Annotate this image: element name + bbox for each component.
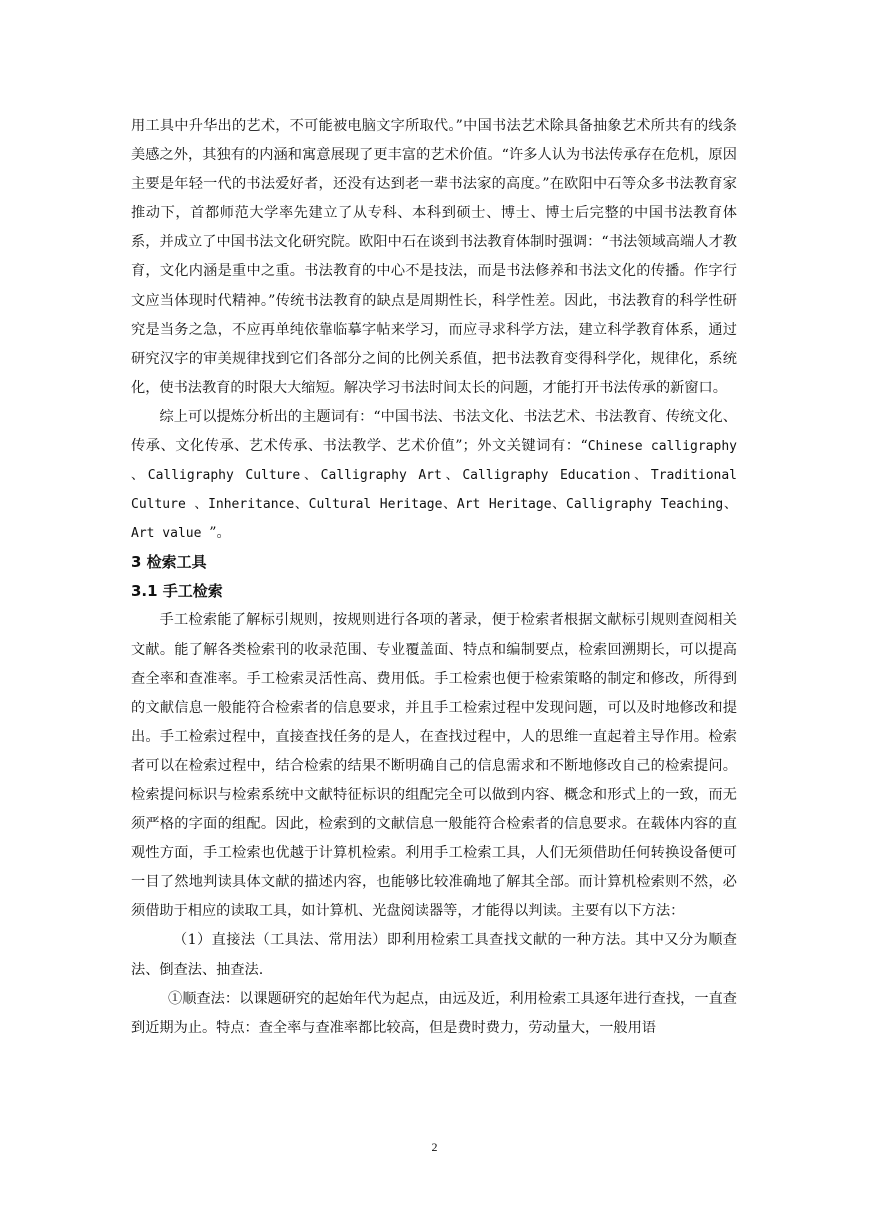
section-heading-3: 3 检索工具 (131, 553, 207, 572)
keywords-chinese-text: 综上可以提炼分析出的主题词有：“中国书法、书法文化、书法艺术、书法教育、传统文化、传承、文化传承、艺术传承、书法教学、艺术价值”；外文关键词有：“ (131, 408, 737, 455)
section-heading-3-1: 3.1 手工检索 (131, 582, 223, 601)
keywords-english-text: Chinese calligraphy 、Calligraphy Culture、Calligraphy Art、Calligraphy Education、Traditional Culture 、Inheritance、Cultural Heritage、Art Heritage、Calligraphy Teaching、Art value (131, 439, 737, 542)
manual-search-paragraph: 手工检索能了解标引规则，按规则进行各项的著录，便于检索者根据文献标引规则查阅相关文献。能了解各类检索刊的收录范围、专业覆盖面、特点和编制要点，检索回溯期长，可以提高查全率和查准率。手工检索灵活性高、费用低。手工检索也便于检索策略的制定和修改，所得到的文献信息一般能符合检索者的信息要求，并且手工检索过程中发现问题，可以及时地修改和提出。手工检索过程中，直接查找任务的是人，在查找过程中，人的思维一直起着主导作用。检索者可以在检索过程中，结合检索的结果不断明确自己的信息需求和不断地修改自己的检索提问。检索提问标识与检索系统中文献特征标识的组配完全可以做到内容、概念和形式上的一致，而无须严格的字面的组配。因此，检索到的文献信息一般能符合检索者的信息要求。在载体内容的直观性方面，手工检索也优越于计算机检索。利用手工检索工具，人们无须借助任何转换设备便可一目了然地判读具体文献的描述内容，也能够比较准确地了解其全部。而计算机检索则不然，必须借助于相应的读取工具，如计算机、光盘阅读器等，才能得以判读。主要有以下方法： (131, 612, 737, 920)
direct-method-paragraph: （1）直接法（工具法、常用法）即利用检索工具查找文献的一种方法。其中又分为顺查法、倒查法、抽查法. (131, 932, 737, 978)
body-paragraph-continued: 用工具中升华出的艺术，不可能被电脑文字所取代。”中国书法艺术除具备抽象艺术所共有的线条美感之外，其独有的内涵和寓意展现了更丰富的艺术价值。“许多人认为书法传承存在危机，原因主要是年轻一代的书法爱好者，还没有达到老一辈书法家的高度。”在欧阳中石等众多书法教育家推动下，首都师范大学率先建立了从专科、本科到硕士、博士、博士后完整的中国书法教育体系，并成立了中国书法文化研究院。欧阳中石在谈到书法教育体制时强调：“书法领域高端人才教育，文化内涵是重中之重。书法教育的中心不是技法，而是书法修养和书法文化的传播。作字行文应当体现时代精神。”传统书法教育的缺点是周期性长，科学性差。因此，书法教育的科学性研究是当务之急，不应再单纯依靠临摹字帖来学习，而应寻求科学方法，建立科学教育体系，通过研究汉字的审美规律找到它们各部分之间的比例关系值，把书法教育变得科学化，规律化，系统化，使书法教育的时限大大缩短。解决学习书法时间太长的问题，才能打开书法传承的新窗口。 (131, 118, 737, 396)
keywords-closing-quote: ”。 (209, 525, 231, 542)
document-page (131, 112, 737, 1043)
page-number: 2 (431, 1140, 438, 1154)
keywords-paragraph (131, 403, 737, 548)
sequential-search-paragraph: ①顺查法：以课题研究的起始年代为起点，由远及近，利用检索工具逐年进行查找，一直查到近期为止。特点：查全率与查准率都比较高，但是费时费力，劳动量大，一般用语 (131, 990, 737, 1036)
